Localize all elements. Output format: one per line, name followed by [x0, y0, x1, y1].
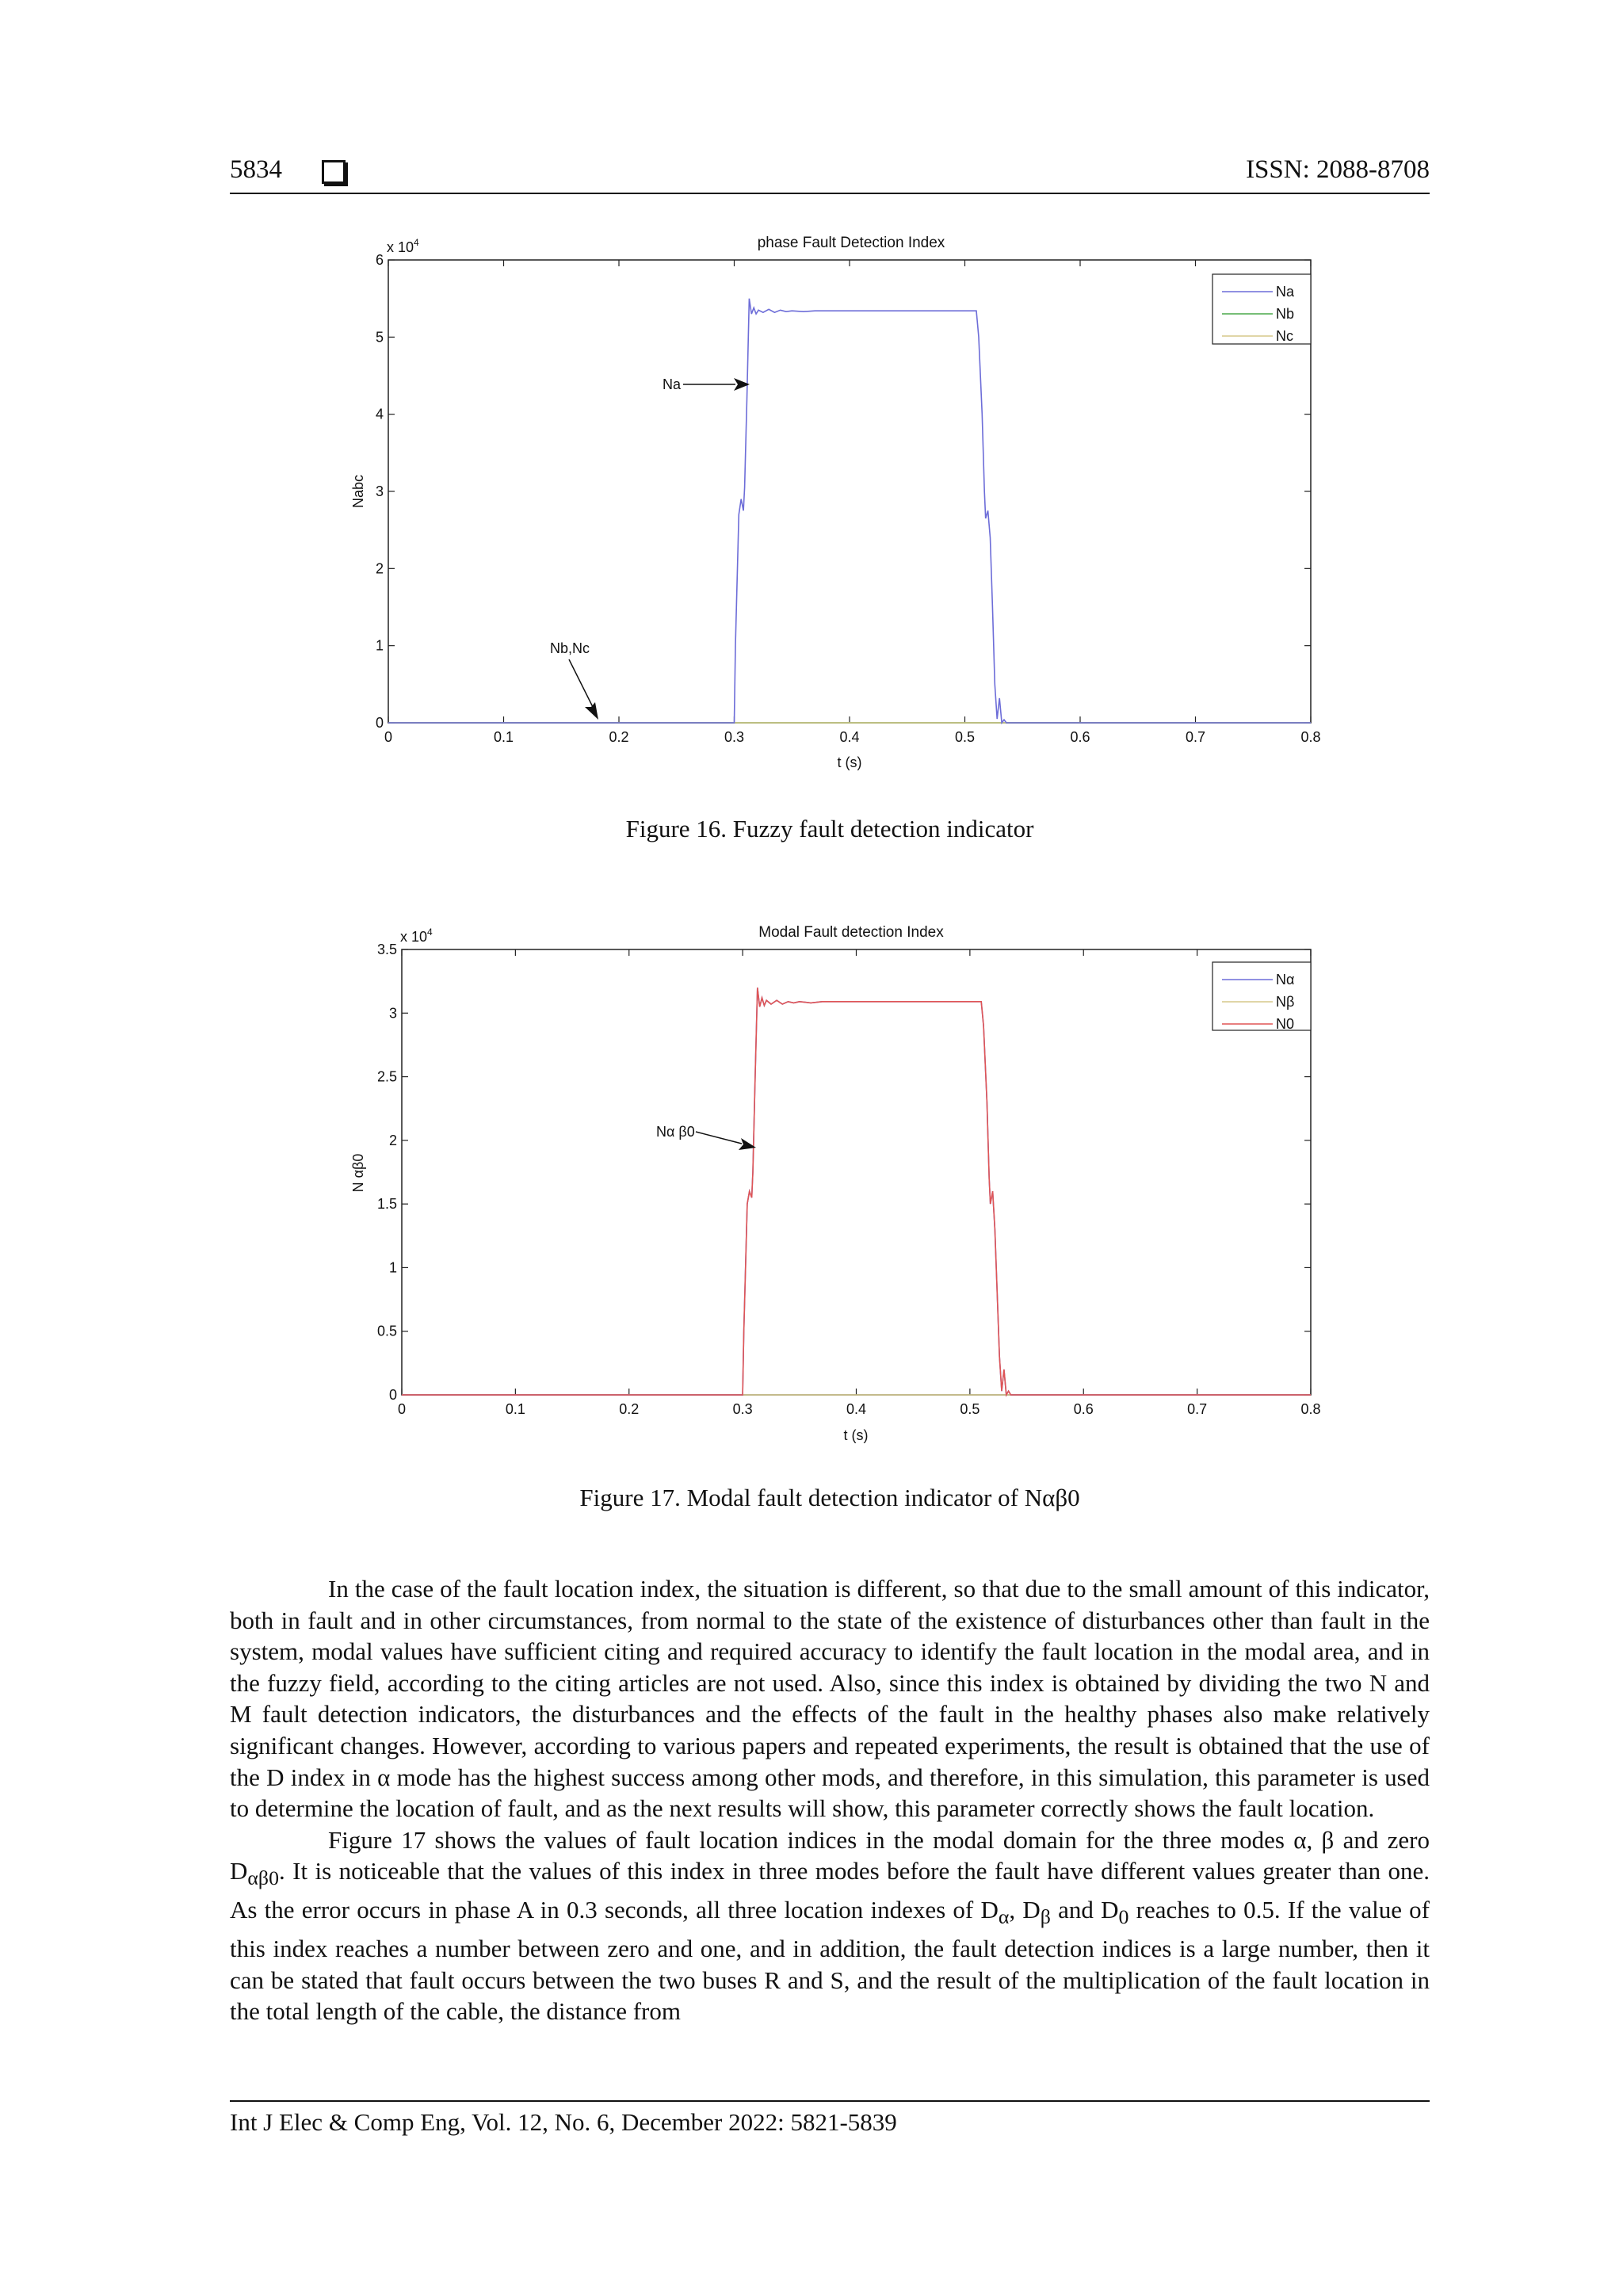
y-tick-label: 0.5	[376, 1323, 397, 1339]
annotation-nbnc: Nb,Nc	[550, 640, 590, 656]
x-tick-label: 0.1	[505, 1401, 525, 1417]
figure-17-caption: Figure 17. Modal fault detection indicator of Nαβ0	[579, 1484, 1080, 1511]
y-tick-label: 6	[375, 252, 384, 268]
legend-entry: Nb	[1276, 306, 1295, 322]
paragraph-2: Figure 17 shows the values of fault location indices in the modal domain for the three modes α, β and zero $D_{\alpha\beta 0}$. It is noticeable that the values of this index in three modes before the fault have different values greater than one. As the error occurs in phase A in 0.3 seconds, all three location indexes of $D_\alpha$, $D_\beta$ and $D_0$ reaches to 0.5. If the value of this index reaches a number between zero and one, and in addition, the fault detection indices is a large number, then it can be stated that fault occurs between the two buses R and S, and the result of the multiplication of the fault location in the total length of the cable, the distance from	[230, 1825, 1430, 2026]
legend-entry: Na	[1276, 284, 1295, 300]
series-lines	[402, 988, 1311, 1395]
y-tick-label: 2	[375, 560, 384, 577]
x-tick-label: 0.8	[1300, 729, 1321, 745]
legend-entry: Nα	[1276, 972, 1295, 988]
y-ticks	[377, 942, 1311, 1403]
legend-box	[1212, 962, 1311, 1030]
x-tick-label: 0.6	[1073, 1401, 1094, 1417]
y-tick-label: 5	[375, 329, 384, 346]
x-tick-label: 0	[397, 1401, 407, 1417]
y-tick-label: 4	[375, 406, 384, 422]
x-tick-label: 0.5	[960, 1401, 980, 1417]
x-tick-label: 0.7	[1187, 1401, 1208, 1417]
chart-title: phase Fault Detection Index	[757, 235, 945, 251]
x-tick-label: 0.2	[609, 729, 629, 745]
footer-citation: Int J Elec & Comp Eng, Vol. 12, No. 6, December 2022: 5821-5839	[230, 2108, 897, 2136]
plot-area	[388, 260, 1311, 723]
header-rule	[230, 193, 1430, 194]
y-tick-label: 2	[388, 1132, 397, 1148]
series-line-2	[402, 988, 1311, 1395]
series-lines	[388, 299, 1311, 723]
y-tick-label: 0	[375, 715, 384, 731]
x-tick-label: 0.8	[1300, 1401, 1321, 1417]
y-tick-label: 1	[388, 1259, 397, 1276]
legend-box	[1212, 274, 1311, 344]
y-axis-label: Nabc	[350, 474, 366, 509]
x-tick-label: 0.6	[1070, 729, 1090, 745]
series-line-0	[402, 988, 1311, 1395]
y-ticks	[376, 252, 1311, 731]
x-tick-label: 0.1	[493, 729, 514, 745]
y-axis-label: N αβ0	[350, 1153, 366, 1193]
annotation-nab0-arrow	[696, 1132, 742, 1144]
x-tick-label: 0.4	[839, 729, 860, 745]
x-tick-label: 0.2	[619, 1401, 640, 1417]
plot-area	[402, 949, 1311, 1395]
y-tick-label: 1.5	[376, 1196, 397, 1213]
page-header	[230, 155, 1430, 195]
y-tick-label: 1	[375, 637, 384, 654]
x-tick-label: 0.5	[954, 729, 976, 745]
y-multiplier: x $10^4$	[400, 926, 433, 945]
y-tick-label: 0	[388, 1387, 397, 1403]
figure-17-chart	[0, 904, 1623, 1474]
legend	[1212, 962, 1311, 1032]
legend-entry: Nβ	[1276, 994, 1295, 1010]
x-axis-label: t (s)	[843, 1427, 869, 1443]
annotation-nab0: Nα β0	[656, 1124, 695, 1140]
y-multiplier: x $10^4$	[387, 237, 419, 255]
y-tick-label: 3	[388, 1005, 397, 1022]
annotation-nbnc-arrow	[569, 659, 593, 707]
legend-entry: Nc	[1276, 328, 1293, 344]
x-axis-label: t (s)	[837, 755, 862, 770]
y-tick-label: 3.5	[376, 942, 397, 957]
x-tick-label: 0.4	[846, 1401, 867, 1417]
body-text	[230, 1573, 1430, 2027]
figure-16-chart	[0, 222, 1623, 793]
page-number: 5834	[230, 155, 282, 184]
x-tick-label: 0.3	[732, 1401, 753, 1417]
header-box-symbol	[322, 160, 346, 184]
legend	[1212, 274, 1311, 344]
annotation-na: Na	[663, 376, 682, 392]
y-tick-label: 2.5	[376, 1068, 397, 1085]
chart-title: Modal Fault detection Index	[758, 924, 944, 941]
x-tick-label: 0.7	[1185, 729, 1206, 745]
x-tick-label: 0.3	[724, 729, 745, 745]
paragraph-1: In the case of the fault location index, the situation is different, so that due to the small amount of this indicator, both in fault and in other circumstances, from normal to the state of the existence of disturbances other than fault in the system, modal values have sufficient citing and required accuracy to identify the fault location in the modal area, and in the fuzzy field, according to the citing articles are not used. Also, since this index is obtained by dividing the two N and M fault detection indicators, the disturbances and the effects of the fault in the healthy phases also make relatively significant changes. However, according to various papers and repeated experiments, the result is obtained that the use of the D index in α mode has the highest success among other mods, and therefore, in this simulation, this parameter is used to determine the location of fault, and as the next results will show, this parameter correctly shows the fault location.	[230, 1575, 1430, 1823]
x-ticks	[384, 260, 1321, 745]
issn: ISSN: 2088-8708	[1246, 155, 1430, 184]
x-tick-label: 0	[384, 729, 393, 745]
x-ticks	[398, 949, 1321, 1417]
footer-rule	[230, 2100, 1430, 2102]
y-tick-label: 3	[375, 483, 384, 499]
legend-entry: N0	[1276, 1016, 1295, 1032]
series-line-0	[388, 299, 1311, 723]
figure-16-caption: Figure 16. Fuzzy fault detection indicator	[625, 815, 1034, 842]
